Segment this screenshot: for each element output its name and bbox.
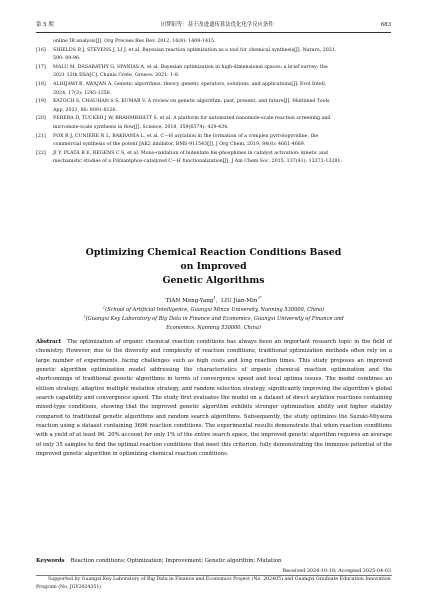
author-line (36, 297, 391, 305)
reference-item (36, 150, 392, 159)
reference-text: ALHIJAWI B, AWAJAN A. Genetic algorithms: theory, genetic operators, solutions, and applications[J]. Evol Intell, (53, 81, 327, 87)
running-head (36, 21, 391, 31)
reference-number: [20] (36, 116, 46, 122)
reference-text: online IR analysis[J]. Org Process Res Dev, 2012, 16(8): 1409-1415. (53, 39, 216, 44)
reference-text: JI Y, PLATA R E, REGENS C S, et al. Mono-oxidation of bidentate bis-phosphines in catalyst activation: kinetic and (53, 150, 328, 156)
author-name: TIAN Meng-Yang (165, 298, 214, 304)
reference-number: [19] (36, 99, 46, 105)
author-mark: 2* (257, 296, 262, 301)
reference-number: [21] (36, 133, 46, 139)
title-line: Optimizing Chemical Reaction Conditions Based on Improved (85, 247, 342, 272)
affiliation (36, 306, 391, 315)
reference-number: [17] (36, 64, 46, 70)
reference-continuation: 590: 89-96. (53, 56, 81, 62)
reference-text: MALU M, DASARATHY G, SPANIAS A, et al. Bayesian optimization in high-dimensional spaces: a brief survey: the (53, 64, 328, 70)
affiliation-text: (School of Artificial Intelligence, Guangxi Minzu University, Nanning 530000, China) (105, 307, 325, 313)
reference-text: PERERA D, TUCKER J W, BRAHMBHATT S, et al. A platform for automated nanomole-scale reaction screening and (53, 116, 331, 122)
reference-item (36, 38, 392, 47)
reference-text: KATOCH S, CHAUHAN S S, KUMAR V. A review on genetic algorithm: past, present, and future[J]. Multimed Tools (53, 99, 330, 105)
affiliation-text: (Guangxi Key Laboratory of Big Data in Finance and Economics, Guangxi University of Finance and Economics, Nanning 530000, China) (85, 315, 344, 331)
reference-list (36, 38, 392, 167)
page-number: 683 (380, 22, 391, 28)
received-date: Received 2024-10-18; Accepted 2025-04-03 (282, 568, 391, 574)
reference-number: [16] (36, 47, 46, 53)
abstract-label: Abstract (36, 339, 62, 345)
reference-continuation: App, 2021, 80: 8091-8126. (53, 107, 118, 113)
reference-continuation: 2024, 17(3): 1245-1256. (53, 90, 112, 96)
reference-item (36, 115, 392, 124)
reference-text: SHIELDS B J, STEVENS J, LI J, et al. Bayesian reaction optimization as a tool for chemical synthesis[J]. Nature, 2021, (53, 47, 337, 53)
author-mark: 1 (213, 296, 216, 301)
title-line: Genetic Algorithms (162, 275, 265, 286)
title-block (36, 246, 391, 332)
abstract-text: The optimization of organic chemical reaction conditions has always been an important research topic in the field of chemistry. However, due to the diversity and complexity of reaction conditions, traditional optimization methods often rely on a large number of experiments, facing challenges such as high costs and long reaction times. This study proposes an improved genetic algorithm optimization model addressing the characteristics of organic chemical reaction optimization and the shortcomings of traditional genetic algorithms in terms of convergence speed and local optima issues. The model combines an elitism strategy, adaptive multiple mutation strategy, and random selection strategy, significantly improving the algorithm's global search capability and convergence speed. The study first evaluates the model on a dataset of direct arylation reactions containing mixed-type conditions, showing that the improved genetic algorithm exhibits stronger optimization ability and higher stability compared to traditional genetic algorithms and random search algorithms. Subsequently, the study optimizes the Suzuki-Miyaura reaction using a dataset containing 3696 reaction conditions. The experimental results demonstrate that when reaction conditions with a yield of at least 96. 20% account for only 1% of the entire search space, the improved genetic algorithm requires an average of only 35 samples to find the optimal reaction conditions that meet this criterion, fully demonstrating the immense potential of the improved genetic algorithm in optimizing chemical reaction conditions. (36, 339, 392, 458)
funding-note: Supported by Guangxi Key Laboratory of Big Data in Finance and Economics Project (No. 202405) and Guangxi Graduate Education Innovation Program (No. JGY2024351) (36, 577, 391, 590)
article-title (80, 246, 348, 288)
reference-number: [22] (36, 150, 46, 156)
affiliation-mark: 2 (83, 314, 86, 319)
keywords-label: Keywords (36, 558, 65, 564)
reference-number (36, 38, 53, 47)
author-name: LIU Jian-Min (221, 298, 258, 304)
running-title: 田梦阳等：基于改进遗传算法优化化学反应条件 (160, 22, 274, 28)
reference-item (36, 64, 392, 73)
header-rule (36, 32, 391, 33)
keywords-text: Reaction conditions; Optimization; Improvement; Genetic algorithm; Mutation (70, 558, 282, 564)
reference-item (36, 133, 392, 142)
reference-continuation: commercial synthesis of the potent JAK2 inhibitor, BMS-911543[J]. J Org Chem, 2019, 84(8): 4661-4669. (53, 142, 306, 148)
abstract (36, 338, 392, 459)
reference-item (36, 98, 392, 107)
keywords (36, 557, 392, 566)
reference-continuation: mechanistic studies of a Pd/xantphos-catalyzed C—H functionalization[J]. J Am Chem Soc, 2015, 137(41): 13272-13281. (53, 159, 342, 165)
reference-number: [18] (36, 81, 46, 87)
issue-number: 第 5 期 (36, 22, 54, 28)
reference-text: FOX R J, CUNIERE N L, BAKRANIA L, et al. C—H arylation in the formation of a complex pyrrolopyridine, the (53, 133, 319, 139)
reference-continuation: 2021 12th IISA[C]. Chania Crete, Greece: 2021: 1-8. (53, 73, 180, 79)
author-separator: , (215, 298, 218, 304)
reference-item (36, 47, 392, 56)
reference-continuation: micromole-scale synthesis in flow[J]. Science, 2018, 359(6374): 429-434. (53, 124, 229, 130)
affiliation (69, 315, 359, 333)
reference-item (36, 81, 392, 90)
affiliation-mark: 1 (102, 305, 106, 310)
